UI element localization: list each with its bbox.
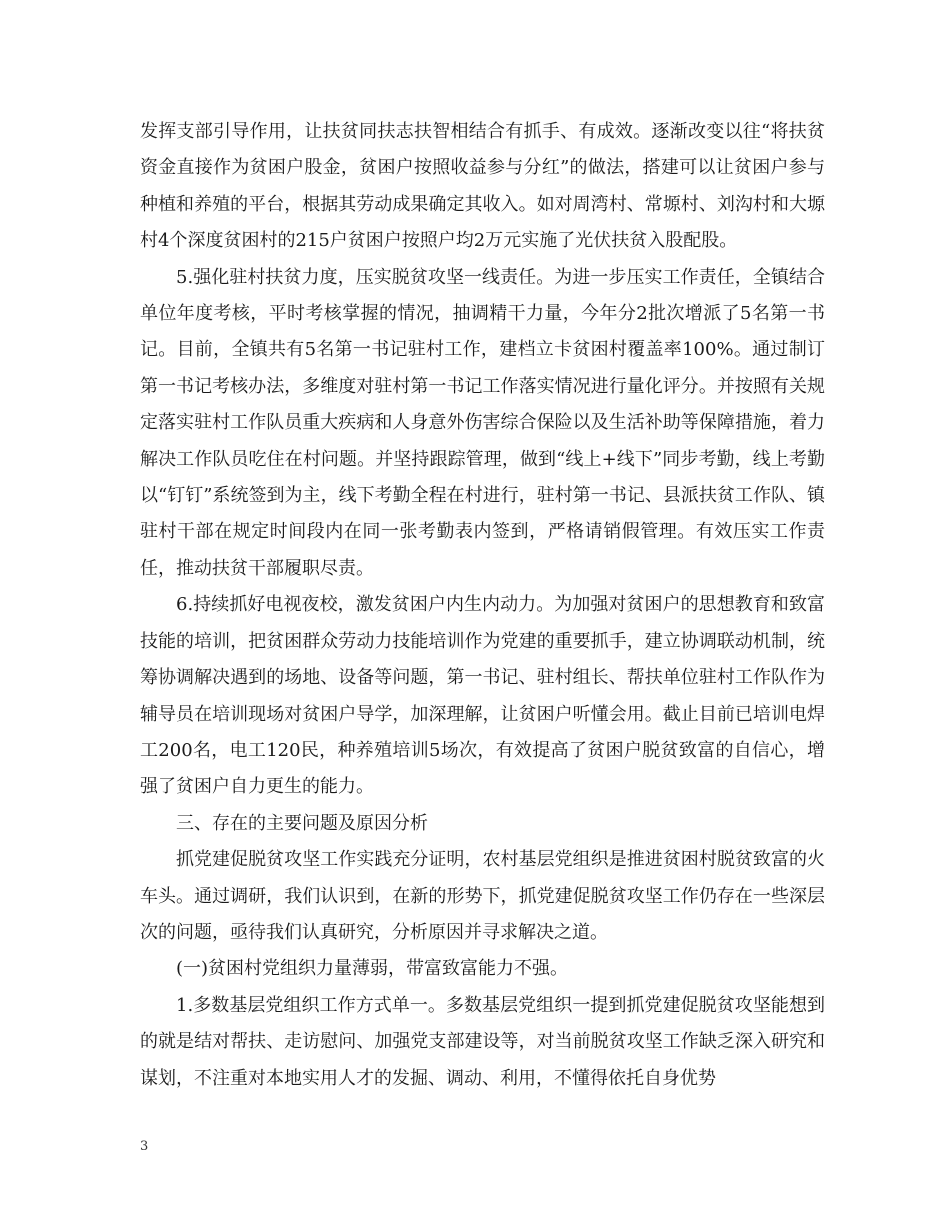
paragraph-item-5: 5.强化驻村扶贫力度，压实脱贫攻坚一线责任。为进一步压实工作责任，全镇结合单位年度考核，平时考核掌握的情况，抽调精干力量，今年分2批次增派了5名第一书记。目前，全镇共有5名第一书记驻村工作，建档立卡贫困村覆盖率100%。通过制订第一书记考核办法，多维度对驻村第一书记工作落实情况进行量化评分。并按照有关规定落实驻村工作队员重大疾病和人身意外伤害综合保险以及生活补助等保障措施，着力解决工作队员吃住在村问题。并坚持跟踪管理，做到“线上+线下”同步考勤，线上考勤以“钉钉”系统签到为主，线下考勤全程在村进行，驻村第一书记、县派扶贫工作队、镇驻村干部在规定时间段内在同一张考勤表内签到，严格请销假管理。有效压实工作责任，推动扶贫干部履职尽责。: [140, 266, 825, 579]
body-text: [140, 114, 825, 1097]
paragraph-section-intro: 抓党建促脱贫攻坚工作实践充分证明，农村基层党组织是推进贫困村脱贫致富的火车头。通过调研，我们认识到，在新的形势下，抓党建促脱贫攻坚工作仍存在一些深层次的问题，亟待我们认真研究，分析原因并寻求解决之道。: [140, 849, 825, 943]
page-number: 3: [140, 1139, 149, 1154]
paragraph-item-6: 6.持续抓好电视夜校，激发贫困户内生内动力。为加强对贫困户的思想教育和致富技能的培训，把贫困群众劳动力技能培训作为党建的重要抓手，建立协调联动机制，统筹协调解决遇到的场地、设备等问题，第一书记、驻村组长、帮扶单位驻村工作队作为辅导员在培训现场对贫困户导学，加深理解，让贫困户听懂会用。截止目前已培训电焊工200名，电工120民，种养殖培训5场次，有效提高了贫困户脱贫致富的自信心，增强了贫困户自力更生的能力。: [140, 594, 825, 798]
paragraph-sub-item-1: 1.多数基层党组织工作方式单一。多数基层党组织一提到抓党建促脱贫攻坚能想到的就是结对帮扶、走访慰问、加强党支部建设等，对当前脱贫攻坚工作缺乏深入研究和谋划，不注重对本地实用人才的发掘、调动、利用，不懂得依托自身优势: [140, 994, 825, 1089]
paragraph-continuation: 发挥支部引导作用，让扶贫同扶志扶智相结合有抓手、有成效。逐渐改变以往“将扶贫资金直接作为贫困户股金，贫困户按照收益参与分红”的做法，搭建可以让贫困户参与种植和养殖的平台，根据其劳动成果确定其收入。如对周湾村、常塬村、刘沟村和大塬村4个深度贫困村的215户贫困户按照户均2万元实施了光伏扶贫入股配股。: [140, 121, 825, 252]
subsection-heading-1: (一)贫困村党组织力量薄弱，带富致富能力不强。: [176, 958, 569, 980]
section-heading-3: 三、存在的主要问题及原因分析: [176, 812, 428, 834]
